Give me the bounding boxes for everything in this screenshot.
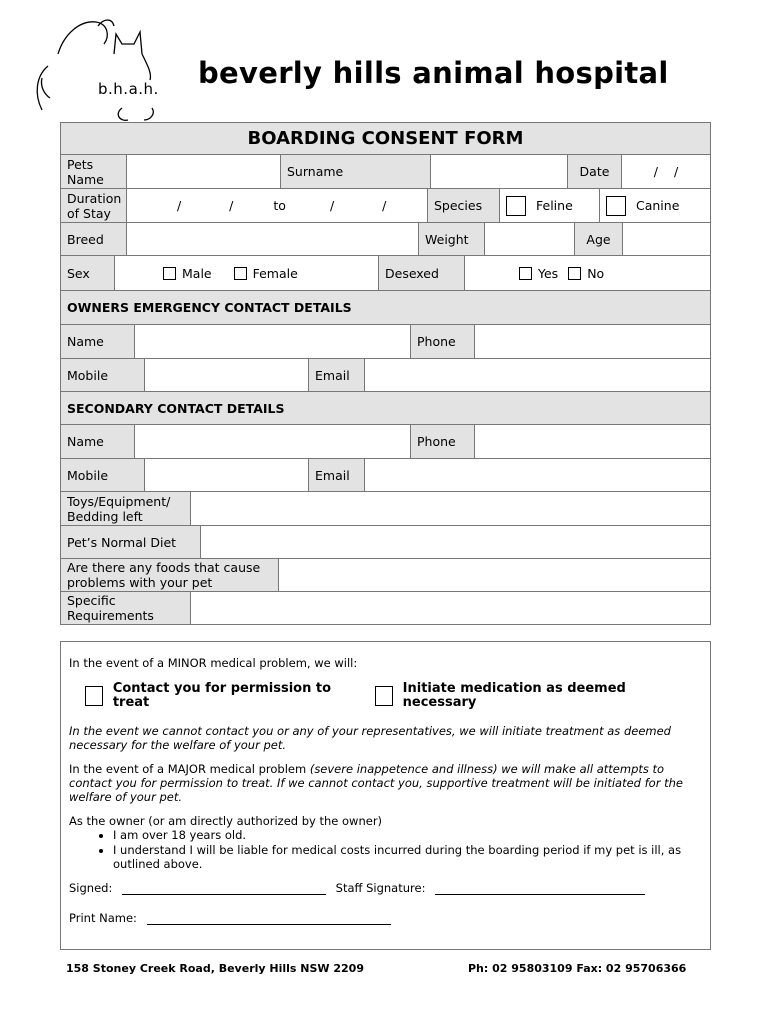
secondary-section-heading: SECONDARY CONTACT DETAILS [61,392,710,425]
age-label: Age [575,223,623,255]
secondary-mobile-label: Mobile [61,459,145,491]
owner-mobile-row [61,359,710,392]
declaration-item: • I understand I will be liable for medical costs incurred during the boarding period if my pet is ill, as outlined above. [113,843,702,871]
male-checkbox[interactable] [163,267,176,280]
duration-label: Duration of Stay [61,189,127,222]
pet-name-row [61,155,710,189]
date-label: Date [568,155,622,188]
foods-label: Are there any foods that cause problems with your pet [61,559,279,591]
owner-intro: As the owner (or am directly authorized by the owner) [69,814,383,828]
secondary-phone-field[interactable] [475,425,710,458]
requirements-label: Specific Requirements [61,592,191,624]
contact-option[interactable] [85,682,341,710]
duration-from: / / [177,198,234,213]
male-label: Male [182,265,212,281]
duration-row [61,189,710,223]
owner-name-field[interactable] [135,325,411,358]
desexed-label: Desexed [379,256,465,290]
page-header [0,0,770,122]
minor-intro: In the event of a MINOR medical problem, we will: [69,656,358,670]
logo-text: b.h.a.h. [98,80,159,98]
secondary-phone-label: Phone [411,425,475,458]
female-checkbox[interactable] [234,267,247,280]
secondary-name-field[interactable] [135,425,411,458]
duration-field[interactable] [127,189,428,222]
desexed-yes-label: Yes [538,265,559,281]
date-field[interactable]: / / [622,155,710,188]
diet-row [61,526,710,559]
owner-mobile-label: Mobile [61,359,145,391]
feline-checkbox[interactable] [506,196,526,216]
species-feline-option[interactable] [500,189,600,222]
desexed-options [465,256,710,290]
surname-field[interactable] [431,155,568,188]
desexed-yes-checkbox[interactable] [519,267,532,280]
sex-row [61,256,710,291]
weight-field[interactable] [485,223,575,255]
pets-name-field[interactable] [127,155,281,188]
duration-to-word: to [273,198,286,213]
owner-email-label: Email [309,359,365,391]
signature-line-row [69,881,702,895]
signed-label: Signed: [69,881,113,895]
toys-label: Toys/Equipment/ Bedding left [61,492,191,525]
duration-to: / / [329,198,387,213]
requirements-field[interactable] [191,592,710,624]
pets-name-label: Pets Name [61,155,127,188]
sex-label: Sex [61,256,115,290]
major-italic: (severe inappetence and illness) we will make all attempts to contact you for permission to treat. If we cannot contact you, supportive treatment will be initiated for the welfare of your pet. [69,762,683,804]
owner-email-field[interactable] [365,359,710,391]
age-field[interactable] [623,223,710,255]
secondary-email-field[interactable] [365,459,710,491]
foods-field[interactable] [279,559,710,591]
secondary-mobile-row [61,459,710,492]
consent-section [60,641,711,950]
canine-checkbox[interactable] [606,196,626,216]
owner-phone-field[interactable] [475,325,710,358]
desexed-no-label: No [587,265,605,281]
toys-row [61,492,710,526]
species-label: Species [428,189,500,222]
female-label: Female [252,265,298,281]
owners-section-heading: OWNERS EMERGENCY CONTACT DETAILS [61,291,710,325]
weight-label: Weight [419,223,485,255]
diet-field[interactable] [201,526,710,558]
requirements-row [61,592,710,624]
owner-mobile-field[interactable] [145,359,309,391]
print-name-label: Print Name: [69,911,137,925]
hospital-name: beverly hills animal hospital [198,56,669,90]
signed-field[interactable] [122,883,326,895]
form-title: BOARDING CONSENT FORM [61,123,710,155]
boarding-form-table [60,122,711,625]
contact-option-label: Contact you for permission to treat [112,681,332,710]
owner-phone-label: Phone [411,325,475,358]
secondary-mobile-field[interactable] [145,459,309,491]
secondary-email-label: Email [309,459,365,491]
footer-address: 158 Stoney Creek Road, Beverly Hills NSW 2209 [66,962,364,975]
breed-field[interactable] [127,223,419,255]
species-canine-option[interactable] [600,189,710,222]
secondary-name-label: Name [61,425,135,458]
surname-label: Surname [281,155,431,188]
initiate-option[interactable] [375,682,668,710]
footer-contact: Ph: 02 95803109 Fax: 02 95706366 [468,962,687,975]
secondary-name-row [61,425,710,459]
contact-checkbox[interactable] [85,686,103,706]
owner-name-row [61,325,710,359]
declaration-item: • I am over 18 years old. [113,828,702,842]
breed-label: Breed [61,223,127,255]
staff-signature-label: Staff Signature: [335,881,426,895]
dog-cat-logo-icon [28,14,178,122]
minor-options [85,682,702,710]
staff-signature-field[interactable] [435,883,645,895]
print-name-row [69,911,702,925]
owner-name-label: Name [61,325,135,358]
desexed-no-checkbox[interactable] [568,267,581,280]
major-text [69,762,702,804]
foods-row [61,559,710,592]
feline-label: Feline [536,198,573,213]
print-name-field[interactable] [147,913,391,925]
initiate-checkbox[interactable] [375,686,393,706]
sex-options [115,256,379,290]
owner-declarations [113,828,702,871]
canine-label: Canine [636,198,680,213]
initiate-option-label: Initiate medication as deemed necessary [402,681,626,710]
toys-field[interactable] [191,492,710,525]
diet-label: Pet’s Normal Diet [61,526,201,558]
cannot-contact-text: In the event we cannot contact you or any of your representatives, we will initiate treatment as deemed necessary for the welfare of your pet. [69,724,671,752]
major-prefix: In the event of a MAJOR medical problem [69,762,310,776]
breed-row [61,223,710,256]
